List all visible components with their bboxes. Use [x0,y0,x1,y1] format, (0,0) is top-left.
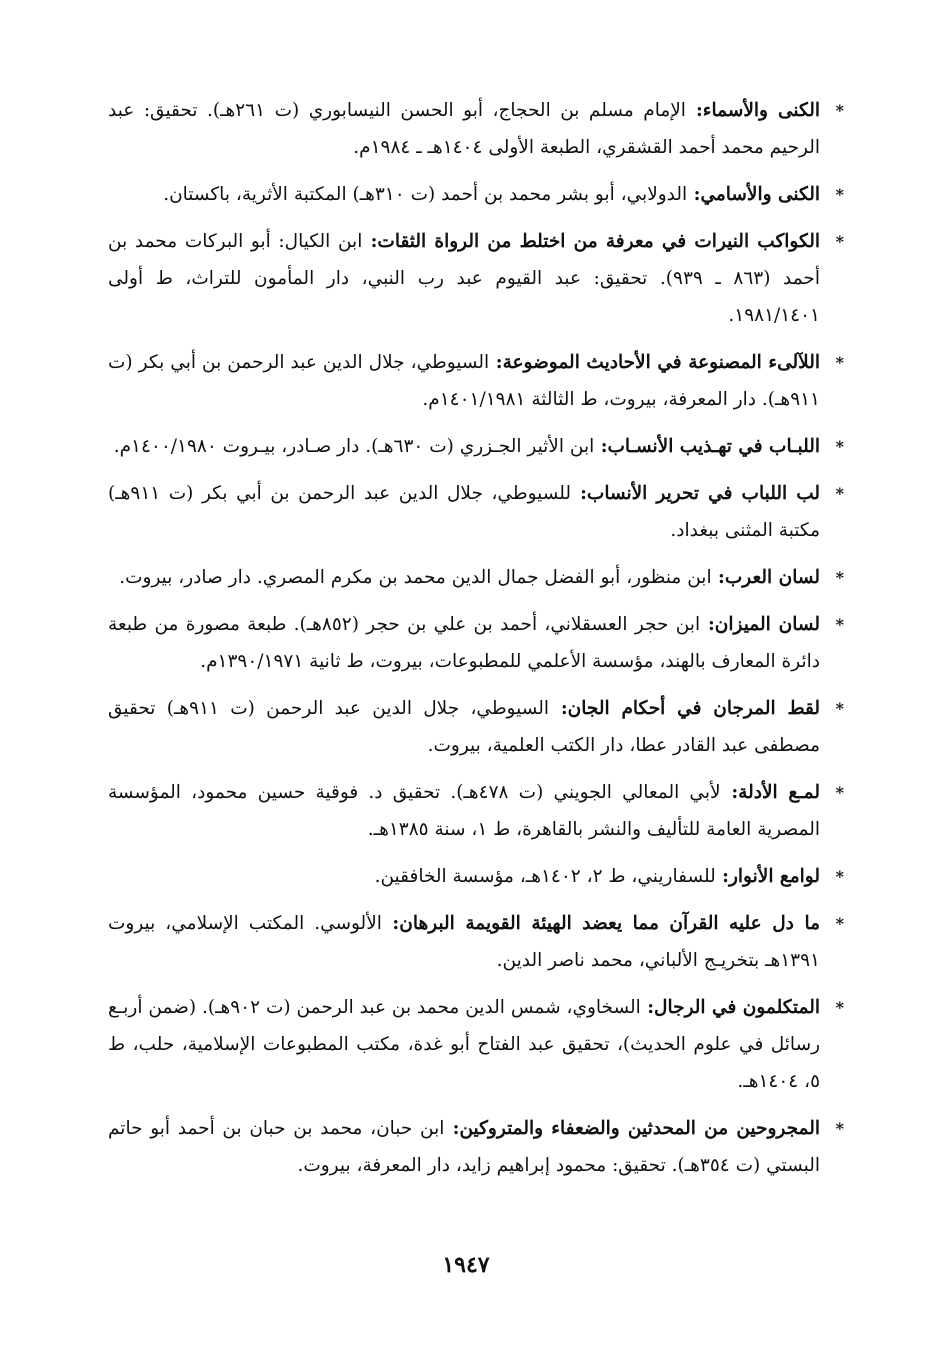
bibliography-entry [108,559,844,596]
entry-text: لأبي المعالي الجويني (ت ٤٧٨هـ). تحقيق د. فوقية حسين محمود، المؤسسة المصرية العامة للتأليف والنشر بالقاهرة، ط ١، سنة ١٣٨٥هـ. [108,782,820,840]
entry-text: السيوطي، جلال الدين عبد الرحمن (ت ٩١١هـ) تحقيق مصطفى عبد القادر عطا، دار الكتب العلمية، بيروت. [108,698,820,756]
bibliography-entry [108,428,844,465]
bibliography-entry [108,223,844,334]
entry-title: اللآلىء المصنوعة في الأحاديث الموضوعة: [489,352,820,373]
bullet-icon: * [835,353,844,372]
entry-text: للسفاريني، ط ٢، ١٤٠٢هـ، مؤسسة الخافقين. [374,866,716,887]
bullet-icon: * [835,1119,844,1138]
entry-title: لقط المرجان في أحكام الجان: [548,698,821,719]
bibliography-entry [108,690,844,764]
entry-text: ابن حبان، محمد بن حبان بن أحمد أبو حاتم البستي (ت ٣٥٤هـ). تحقيق: محمود إبراهيم زايد، دار المعرفة، بيروت. [108,1118,820,1176]
bullet-icon: * [835,185,844,204]
bibliography-list [108,92,844,1194]
bibliography-entry [108,344,844,418]
bullet-icon: * [835,232,844,251]
entry-title: الكنى والأسامي: [687,184,820,205]
entry-text: للسيوطي، جلال الدين عبد الرحمن بن أبي بكر (ت ٩١١هـ) مكتبة المثنى ببغداد. [108,483,820,541]
bibliography-entry [108,1110,844,1184]
bullet-icon: * [835,867,844,886]
entry-title: لسان العرب: [711,567,820,588]
page-number: ١٩٤٧ [442,1252,490,1278]
entry-title: اللبـاب في تهـذيب الأنسـاب: [594,436,820,457]
entry-title: الكنى والأسماء: [685,100,821,121]
entry-title: ما دل عليه القرآن مما يعضد الهيئة القويمة البرهان: [381,913,820,934]
entry-text: ابن الكيال: أبو البركات محمد بن أحمد (٨٦٣ ـ ٩٣٩). تحقيق: عبد القيوم عبد رب النبي، دار المأمون للتراث، ط أولى ١٩٨١/١٤٠١. [108,231,820,326]
bullet-icon: * [835,484,844,503]
entry-text: السيوطي، جلال الدين عبد الرحمن بن أبي بكر (ت ٩١١هـ). دار المعرفة، بيروت، ط الثالثة ١٤٠١/١٩٨١م. [108,352,820,410]
entry-title: الكواكب النيرات في معرفة من اختلط من الرواة الثقات: [362,231,820,252]
bullet-icon: * [835,101,844,120]
bibliography-entry [108,905,844,979]
bullet-icon: * [835,615,844,634]
entry-title: لسان الميزان: [700,614,820,635]
entry-text: ابن الأثير الجـزري (ت ٦٣٠هـ). دار صـادر، بيـروت ١٤٠٠/١٩٨٠م. [113,436,595,457]
entry-text: الدولابي، أبو بشر محمد بن أحمد (ت ٣١٠هـ) المكتبة الأثرية، باكستان. [163,184,688,205]
entry-title: لب اللباب في تحرير الأنساب: [570,483,821,504]
bullet-icon: * [835,437,844,456]
bibliography-entry [108,989,844,1100]
entry-text: السخاوي، شمس الدين محمد بن عبد الرحمن (ت ٩٠٢هـ). (ضمن أربـع رسائل في علوم الحديث)، تحقيق عبد الفتاح أبو غدة، مكتب المطبوعات الإسلامية، حلب، ط ٥، ١٤٠٤هـ. [108,997,820,1092]
bullet-icon: * [835,568,844,587]
entry-text: الألوسي. المكتب الإسلامي، بيروت ١٣٩١هـ بتخريـج الألباني، محمد ناصر الدين. [108,913,820,971]
bibliography-entry [108,858,844,895]
bullet-icon: * [835,998,844,1017]
bibliography-entry [108,774,844,848]
entry-title: لمـع الأدلة: [720,782,820,803]
entry-text: ابن منظور، أبو الفضل جمال الدين محمد بن مكرم المصري. دار صادر، بيروت. [119,567,712,588]
bibliography-entry [108,92,844,166]
bibliography-entry [108,606,844,680]
entry-text: ابن حجر العسقلاني، أحمد بن علي بن حجر (٨٥٢هـ). طبعة مصورة من طبعة دائرة المعارف بالهند، مؤسسة الأعلمي للمطبوعات، بيروت، ط ثانية ١٣٩٠/١٩٧١م. [108,614,820,672]
bibliography-entry [108,475,844,549]
entry-title: المتكلمون في الرجال: [640,997,820,1018]
bullet-icon: * [835,914,844,933]
bullet-icon: * [835,783,844,802]
bibliography-entry [108,176,844,213]
bullet-icon: * [835,699,844,718]
entry-title: المجروحين من المحدثين والضعفاء والمتروكين: [444,1118,820,1139]
entry-text: الإمام مسلم بن الحجاج، أبو الحسن النيسابوري (ت ٢٦١هـ). تحقيق: عبد الرحيم محمد أحمد القشقري، الطبعة الأولى ١٤٠٤هـ ـ ١٩٨٤م. [108,100,820,158]
entry-title: لوامع الأنوار: [715,866,820,887]
